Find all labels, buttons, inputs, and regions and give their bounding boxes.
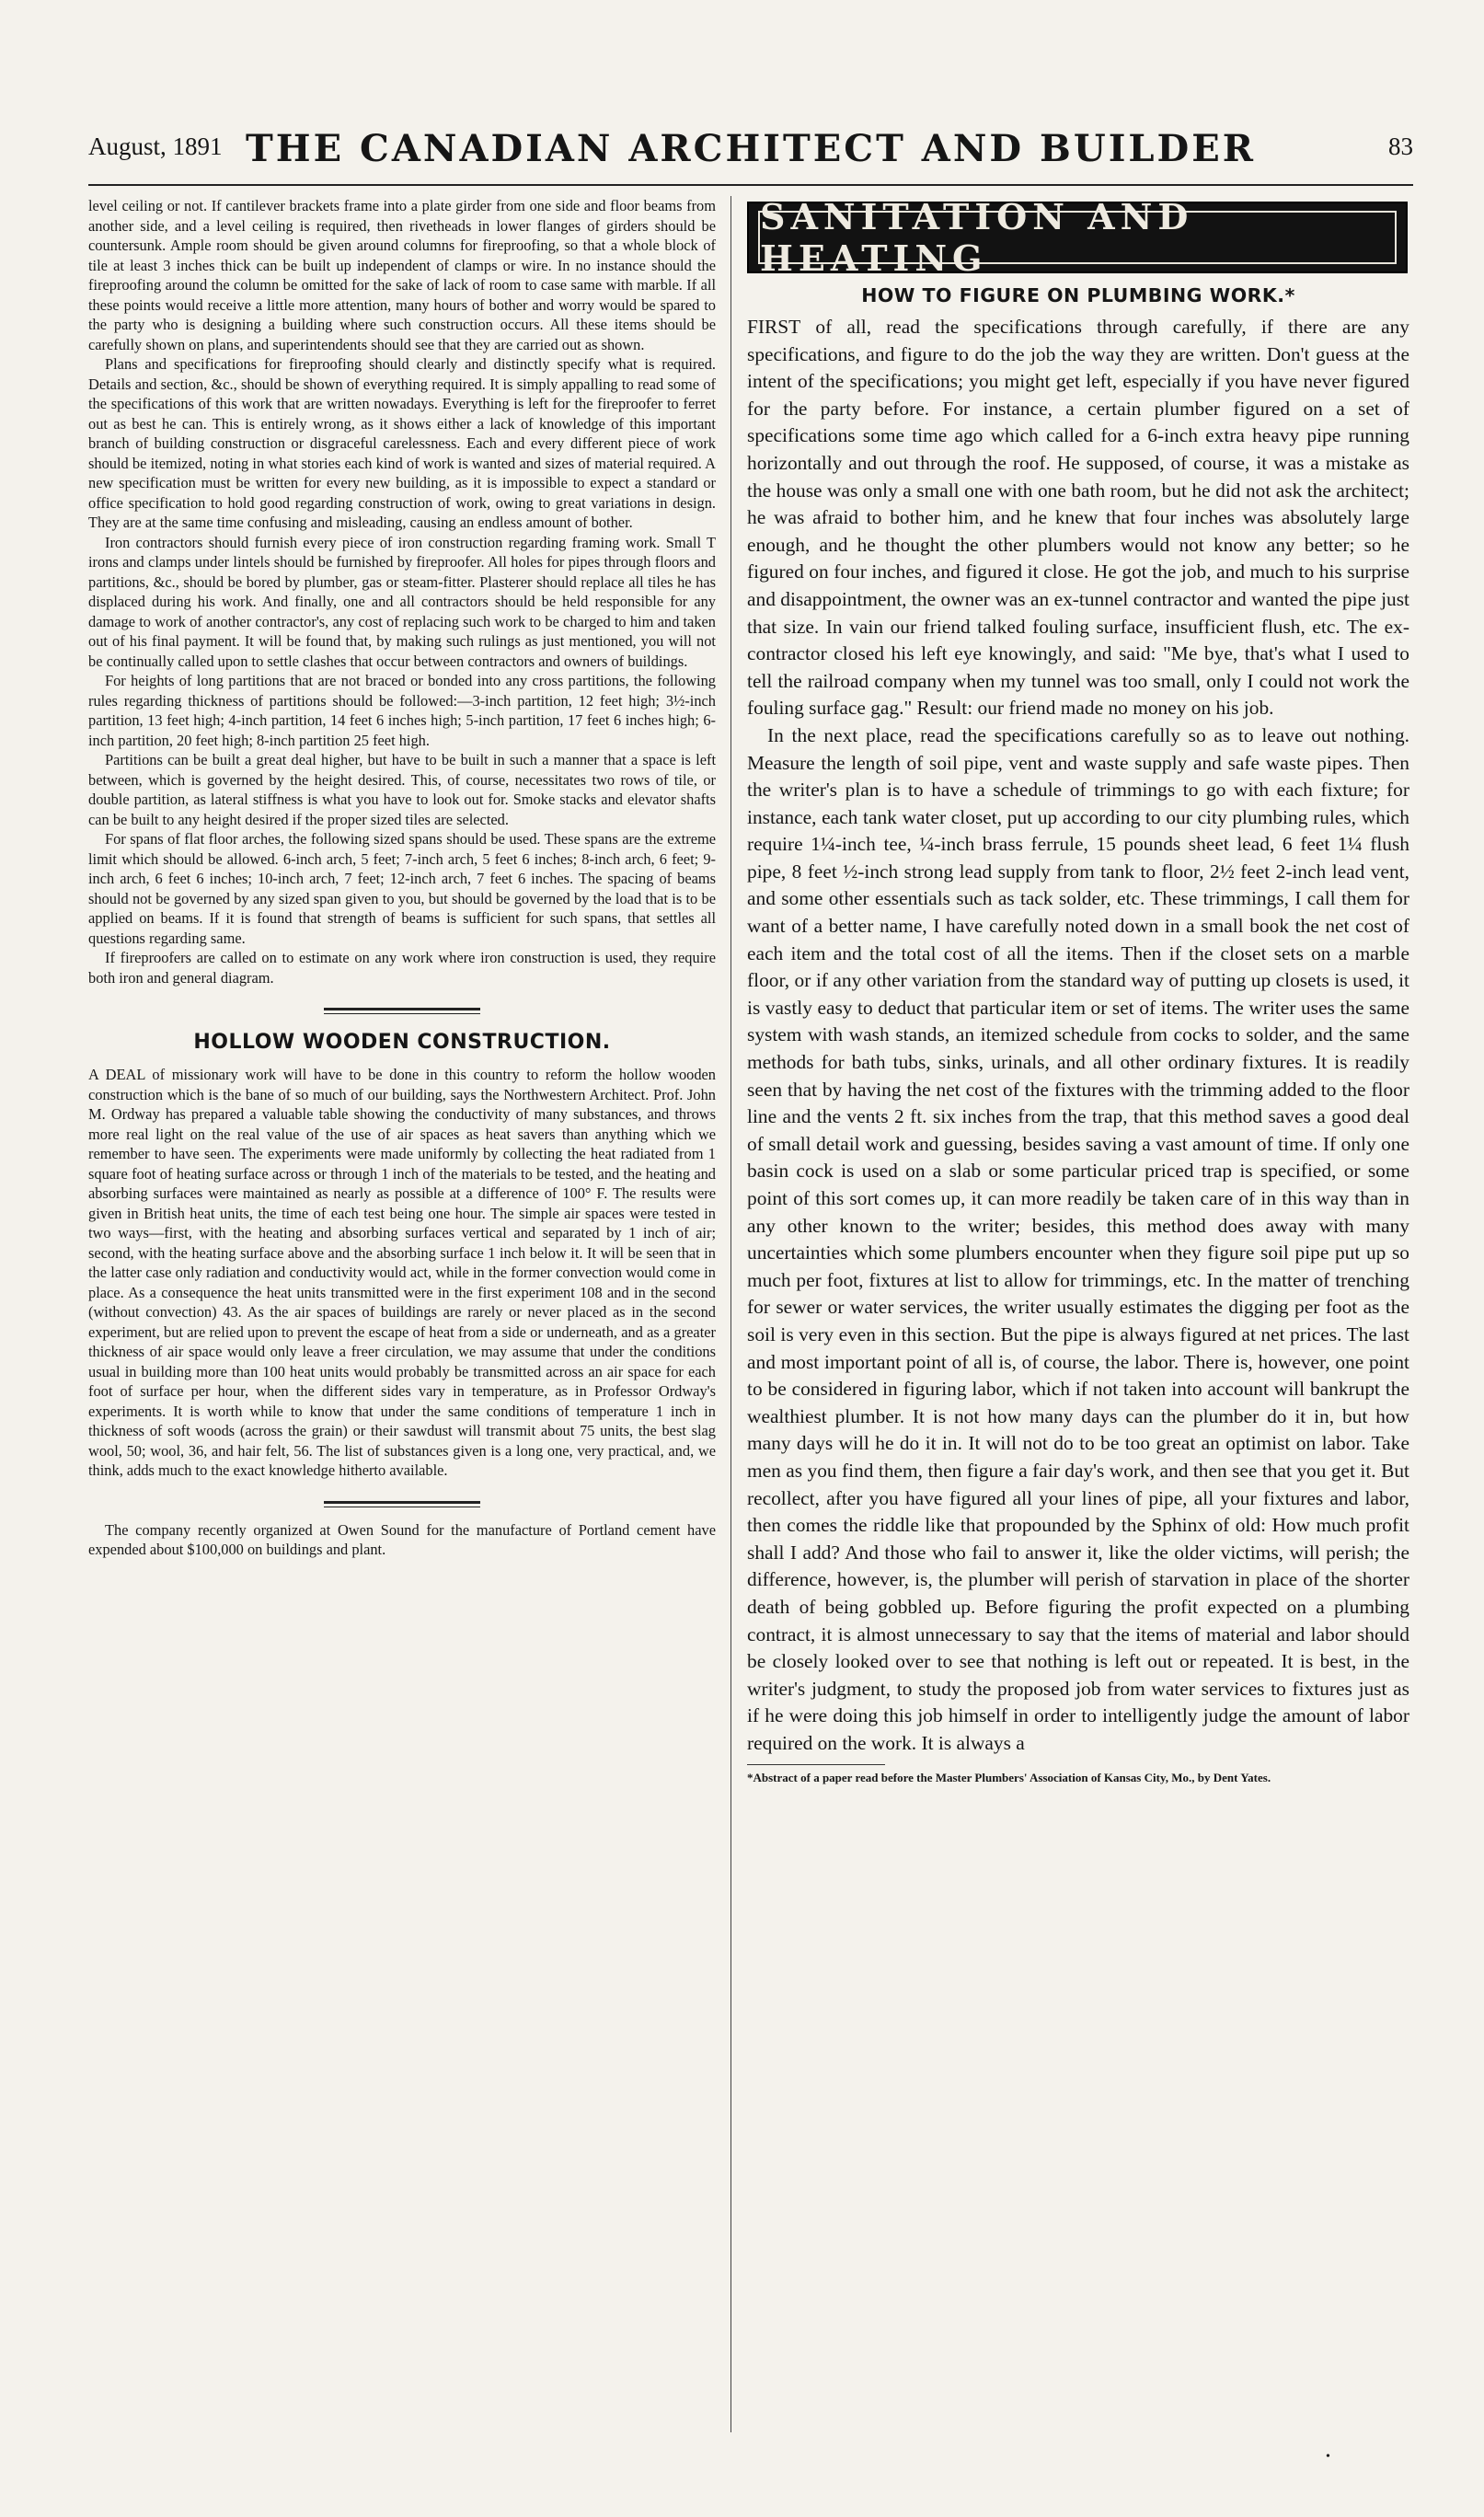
left-paragraph-6: For spans of flat floor arches, the following sized spans should be used. These spans are the extreme limit which should be allowed. 6-inch arch, 5 feet; 7-inch arch, 5 feet 6 inches; 8-inch arch, 6 feet; 9-inch arch, 6 feet 6 inches; 10-inch arch, 7 feet; 12-inch arch, 7 feet 6 inches. The spacing of beams should not be governed by any sized span given to you, but should be governed by the load that is to be applied on beams. If it is found that strength of beams is sufficient for such spans, that settles all questions regarding same.: [88, 830, 716, 947]
banner-title: SANITATION AND HEATING: [760, 196, 1194, 279]
hollow-construction-title: HOLLOW WOODEN CONSTRUCTION.: [193, 1031, 611, 1054]
page-number: 83: [1388, 133, 1413, 160]
banner-frame: [758, 196, 1397, 279]
hollow-construction-paragraph: A DEAL of missionary work will have to be done in this country to reform the hollow wooden construction which is the bane of so much of our building, says the Northwestern Architect. Prof. John M. Ordway has prepared a valuable table showing the conductivity of many substances, and throws more real light on the real value of the use of air spaces as heat savers than anything which we remember to have seen. The experiments were made uniformly by collecting the heat radiated from 1 square foot of heating surface across or through 1 inch of the materials to be tested, and the heating and absorbing surfaces were maintained as nearly as possible at a difference of 100° F. The results were given in British heat units, the time of each test being one hour. The simple air spaces were tested in two ways—first, with the heating and absorbing surfaces vertical and separated by 1 inch of air; second, with the heating surface above and the absorbing surface 1 inch below it. It will be seen that in the latter case only radiation and conductivity would act, while in the former convection would come in place. As a consequence the heat units transmitted were in the first experiment 108 and in the second (without convection) 43. As the air spaces of buildings are rarely or never placed as in the second experiment, but are relied upon to prevent the escape of heat from a side or underneath, and as a greater thickness of air space would only leave a freer circulation, we may assume that under the conditions usual in building more than 100 heat units would probably be transmitted across an air space for each foot of surface per hour, when the different sides vary in temperature, as in Professor Ordway's experiments. It is worth while to know that under the same conditions of temperature 1 inch in thickness of soft woods (across the grain) or their sawdust will transmit about 75 units, the best slag wool, 50; wool, 36, and hair felt, 56. The list of substances given is a long one, very practical, and, we think, adds much to the exact knowledge hitherto available.: [88, 1066, 716, 1479]
left-column: [88, 196, 716, 1560]
footnote: *Abstract of a paper read before the Master Plumbers' Association of Kansas City, Mo., by Dent Yates.: [747, 1771, 1271, 1785]
section-divider: [324, 1008, 480, 1014]
department-banner: [747, 196, 1408, 279]
plumbing-article-title: HOW TO FIGURE ON PLUMBING WORK.*: [861, 284, 1295, 306]
plumbing-paragraph-1-text: of all, read the specifications through carefully, if there are any specifications, and figure to do the job the way they are written. Don't guess at the intent of the specifications; you might get left, especially if you have never figured for the party before. For instance, a certain plumber figured on a set of specifications some time ago which called for a 6-inch extra heavy pipe running horizontally and out through the roof. He supposed, of course, it was a mistake as the house was only a small one with one bath room, but he did not ask the architect; he was afraid to bother him, and he knew that four inches was absolutely large enough, and he thought the other plumbers would not know any better; so he figured on four inches, and figured it close. He got the job, and much to his surprise and disappointment, the owner was an ex-tunnel contractor and wanted the pipe just that size. In vain our friend talked fouling surface, insufficient flush, etc. The ex-contractor closed his left eye knowingly, and said: "Me bye, that's what I used to tell the railroad company when my tunnel was too small, only I could not work the fouling surface gag." Result: our friend made no money on his job.: [747, 316, 1409, 720]
drop-first-word: FIRST: [747, 316, 801, 338]
left-paragraph-2: Plans and specifications for fireproofing should clearly and distinctly specify what is required. Details and section, &c., should be shown of everything required. It is simply appalling to read some of the specifications of this work that are written nowadays. Everything is left for the fireproofer to ferret out as best he can. This is entirely wrong, as it shows either a lack of knowledge of this important branch of building construction or disgraceful carelessness. Each and every different piece of work should be itemized, noting in what stories each kind of work is wanted and sizes of material required. A new specification must be written for every new building, as it is impossible to expect a standard or office specification to hold good regarding construction of work, owing to great variations in design. They are at the same time confusing and misleading, causing an endless amount of bother.: [88, 355, 716, 531]
plumbing-paragraph-1: [747, 314, 1409, 722]
left-paragraph-7: If fireproofers are called on to estimate on any work where iron construction is used, they require both iron and general diagram.: [88, 949, 716, 987]
right-column: [747, 196, 1409, 1785]
publication-title: THE CANADIAN ARCHITECT AND BUILDER: [246, 127, 1256, 170]
issue-date: August, 1891: [88, 133, 223, 160]
section-divider: [324, 1501, 480, 1507]
header-rule: [88, 184, 1413, 186]
left-paragraph-3: Iron contractors should furnish every piece of iron construction regarding framing work. Small T irons and clamps under lintels should be furnished by fireproofer. All holes for pipes through floors and partitions, &c., should be bored by plumber, gas or steam-fitter. Plasterer should replace all tiles he has displaced during his work. And finally, one and all contractors should be held responsible for any damage to work of another contractor's, any cost of replacing such work to be charged to him and taken out of his final payment. It will be found that, by making such rulings as just mentioned, you will not be continually called upon to settle clashes that occur between contractors and owners of buildings.: [88, 533, 716, 670]
footnote-rule: [747, 1764, 885, 1765]
left-paragraph-5: Partitions can be built a great deal higher, but have to be built in such a manner that a space is left between, which is governed by the height desired. This, of course, necessitates two rows of tile, or double partition, as lateral stiffness is what you have to look out for. Smoke stacks and elevator shafts can be built to any height desired if the proper sized tiles are selected.: [88, 751, 716, 828]
company-note: The company recently organized at Owen Sound for the manufacture of Portland cement have expended about $100,000 on buildings and plant.: [88, 1520, 716, 1558]
plumbing-paragraph-2: In the next place, read the specifications carefully so as to leave out nothing. Measure the length of soil pipe, vent and waste supply and safe waste pipes. Then the writer's plan is to have a schedule of trimmings to go with each fixture; for instance, each tank water closet, put up according to our city plumbing rules, which require 1¼-inch tee, ¼-inch brass ferrule, 15 pounds sheet lead, 6 feet 1¼ flush pipe, 8 feet ½-inch strong lead supply from tank to floor, 2½ feet 2-inch lead vent, and some other essentials such as tack solder, etc. These trimmings, I call them for want of a better name, I have carefully noted down in a small book the net cost of each item and the total cost of all the items. Then if the closet sets on a marble floor, or if any other variation from the standard way of putting up closets is used, it is vastly easy to deduct that particular item or set of items. The writer uses the same system with wash stands, an itemized schedule from cocks to solder, and the same methods for bath tubs, sinks, urinals, and all other ordinary fixtures. It is readily seen that by having the net cost of the fixtures with the trimming added to the floor line and the vents 2 ft. six inches from the trap, that this method saves a good deal of small detail work and guessing, besides saving a vast amount of time. If only one basin cock is used on a slab or some particular priced trap is specified, or some point of this sort comes up, it can more readily be taken care of in this way than in any other known to the writer; besides, this method does away with many uncertainties which some plumbers encounter when they figure soil pipe put up so much per foot, fixtures at list to allow for trimmings, etc. In the matter of trenching for sewer or water services, the writer usually estimates the digging per foot as the soil is very even in this section. But the pipe is always figured at net prices. The last and most important point of all is, of course, the labor. There is, however, one point to be considered in figuring labor, which if not taken into account will bankrupt the wealthiest plumber. It is not how many days can the plumber do it in, but how many days will he do it in. It will not do to be too great an optimist on labor. Take men as you find them, then figure a fair day's work, and then see that you get it. But recollect, after you have figured all your lines of pipe, all your fixtures and labor, then comes the riddle like that propounded by the Sphinx of old: How much profit shall I add? And those who fail to answer it, like the older victims, will perish; the difference, however, is, the plumber will perish of starvation in place of the shorter death of being gobbled up. Before figuring the profit expected on a plumbing contract, it is almost unnecessary to say that the items of material and labor should be closely looked over to see that nothing is left out or repeated. It is best, in the writer's judgment, to study the proposed job from water services to fixtures just as if he were doing this job himself in order to intelligently judge the amount of labor required on the work. It is always a: [747, 723, 1409, 1754]
banner-background: [747, 196, 1408, 279]
bottom-dot: •: [1326, 2450, 1330, 2464]
page-header: [88, 127, 1413, 182]
column-rule: [730, 196, 731, 2432]
left-paragraph-4: For heights of long partitions that are not braced or bonded into any cross partitions, the following rules regarding thickness of partitions should be followed:—3-inch partition, 12 feet high; 3½-inch partition, 13 feet high; 4-inch partition, 14 feet 6 inches high; 5-inch partition, 17 feet 6 inches high; 6-inch partition, 20 feet high; 8-inch partition 25 feet high.: [88, 672, 716, 749]
left-paragraph-1: level ceiling or not. If cantilever brackets frame into a plate girder from one side and floor beams from another side, and a level ceiling is required, then rivetheads in lower flanges of girders should be countersunk. Ample room should be given around columns for fireproofing, so that a whole block of tile at least 3 inches thick can be built up independent of clamps or wire. In no instance should the fireproofing around the column be omitted for the sake of lack of room to case same with marble. If all these points would receive a little more attention, many hours of bother and worry would be spared to the party who is designing a building where such construction occurs. All these items should be carefully shown on plans, and superintendents should see that they are carried out as shown.: [88, 197, 716, 353]
